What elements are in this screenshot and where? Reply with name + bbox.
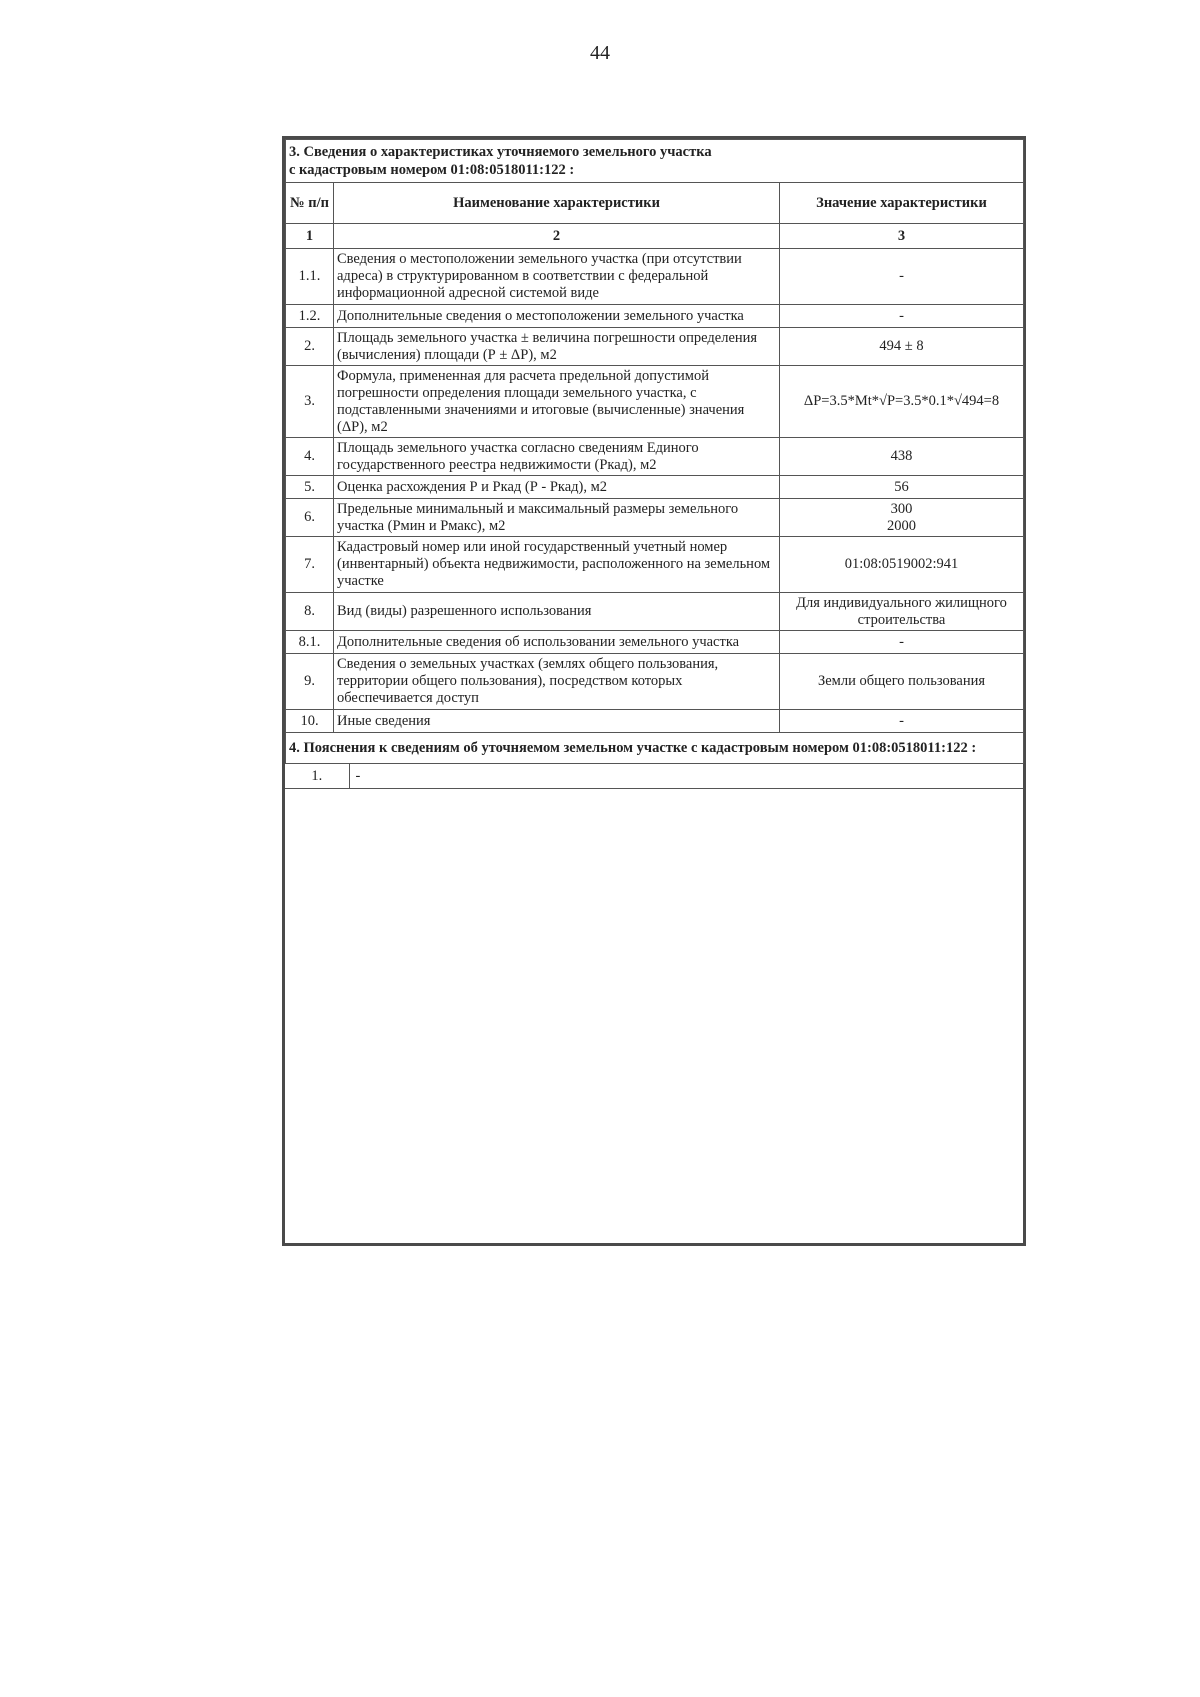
section4-title: 4. Пояснения к сведениям об уточняемом земельном участке с кадастровым номером 01:08:0518011:122 :: [286, 733, 1024, 764]
index-name: 2: [334, 224, 780, 249]
characteristic-value: -: [780, 710, 1024, 733]
table-row: [286, 537, 1024, 593]
characteristic-name: Вид (виды) разрешенного использования: [334, 593, 780, 631]
index-value: 3: [780, 224, 1024, 249]
characteristic-name: Оценка расхождения Р и Ркад (Р - Ркад), м2: [334, 476, 780, 499]
characteristic-name: Формула, примененная для расчета предельной допустимой погрешности определения площади земельного участка, с подставленными значениями и итоговые (вычисленные) значения (ΔР), м2: [334, 366, 780, 438]
header-row: [286, 183, 1024, 224]
row-number: 8.1.: [286, 631, 334, 654]
section3-title-line1: 3. Сведения о характеристиках уточняемого земельного участка: [289, 144, 712, 160]
index-num: 1: [286, 224, 334, 249]
row-number: 8.: [286, 593, 334, 631]
header-value: Значение характеристики: [780, 183, 1024, 224]
section3-title-line2: с кадастровым номером 01:08:0518011:122 :: [289, 162, 575, 178]
table-row: [286, 654, 1024, 710]
row-number: 7.: [286, 537, 334, 593]
characteristic-name: Сведения о земельных участках (землях общего пользования, территории общего пользования), посредством которых обеспечивается доступ: [334, 654, 780, 710]
row-number: 9.: [286, 654, 334, 710]
header-name: Наименование характеристики: [334, 183, 780, 224]
table-row: [286, 366, 1024, 438]
note-number: 1.: [285, 764, 349, 789]
index-row: [286, 224, 1024, 249]
row-number: 3.: [286, 366, 334, 438]
characteristic-value: 01:08:0519002:941: [780, 537, 1024, 593]
notes-table: [285, 764, 1023, 789]
characteristic-name: Кадастровый номер или иной государственный учетный номер (инвентарный) объекта недвижимости, расположенного на земельном участке: [334, 537, 780, 593]
table-row: [286, 593, 1024, 631]
characteristic-value: 56: [780, 476, 1024, 499]
characteristic-name: Иные сведения: [334, 710, 780, 733]
page-number: 44: [590, 42, 610, 64]
characteristic-value: Для индивидуального жилищного строительства: [780, 593, 1024, 631]
characteristic-value: -: [780, 631, 1024, 654]
row-number: 1.2.: [286, 305, 334, 328]
table-row: [286, 631, 1024, 654]
document-sheet: [282, 136, 1026, 1246]
table-row: [286, 249, 1024, 305]
row-number: 6.: [286, 499, 334, 537]
characteristic-value: 438: [780, 438, 1024, 476]
table-row: [286, 438, 1024, 476]
characteristic-name: Сведения о местоположении земельного участка (при отсутствии адреса) в структурированном в соответствии с федеральной информационной адресной системой виде: [334, 249, 780, 305]
table-row: [286, 305, 1024, 328]
characteristic-name: Площадь земельного участка ± величина погрешности определения (вычисления) площади (Р ± ΔР), м2: [334, 328, 780, 366]
characteristic-value: -: [780, 249, 1024, 305]
characteristic-value: -: [780, 305, 1024, 328]
characteristic-name: Предельные минимальный и максимальный размеры земельного участка (Рмин и Рмакс), м2: [334, 499, 780, 537]
table-row: [286, 476, 1024, 499]
characteristic-name: Площадь земельного участка согласно сведениям Единого государственного реестра недвижимости (Ркад), м2: [334, 438, 780, 476]
min-size-value: 300: [890, 500, 913, 517]
characteristic-name: Дополнительные сведения об использовании земельного участка: [334, 631, 780, 654]
list-item: [285, 764, 1023, 789]
characteristic-value: Земли общего пользования: [780, 654, 1024, 710]
characteristic-name: Дополнительные сведения о местоположении земельного участка: [334, 305, 780, 328]
row-number: 5.: [286, 476, 334, 499]
row-number: 1.1.: [286, 249, 334, 305]
characteristic-value: 494 ± 8: [780, 328, 1024, 366]
row-number: 10.: [286, 710, 334, 733]
row-number: 2.: [286, 328, 334, 366]
characteristics-table: [285, 139, 1024, 764]
table-row: [286, 710, 1024, 733]
row-number: 4.: [286, 438, 334, 476]
max-size-value: 2000: [887, 517, 916, 534]
header-num: № п/п: [286, 183, 334, 224]
characteristic-value: ΔР=3.5*Mt*√Р=3.5*0.1*√494=8: [780, 366, 1024, 438]
note-text: -: [349, 764, 1023, 789]
characteristic-value: [780, 499, 1024, 537]
table-row: [286, 499, 1024, 537]
table-row: [286, 328, 1024, 366]
section3-title: [286, 140, 1024, 183]
